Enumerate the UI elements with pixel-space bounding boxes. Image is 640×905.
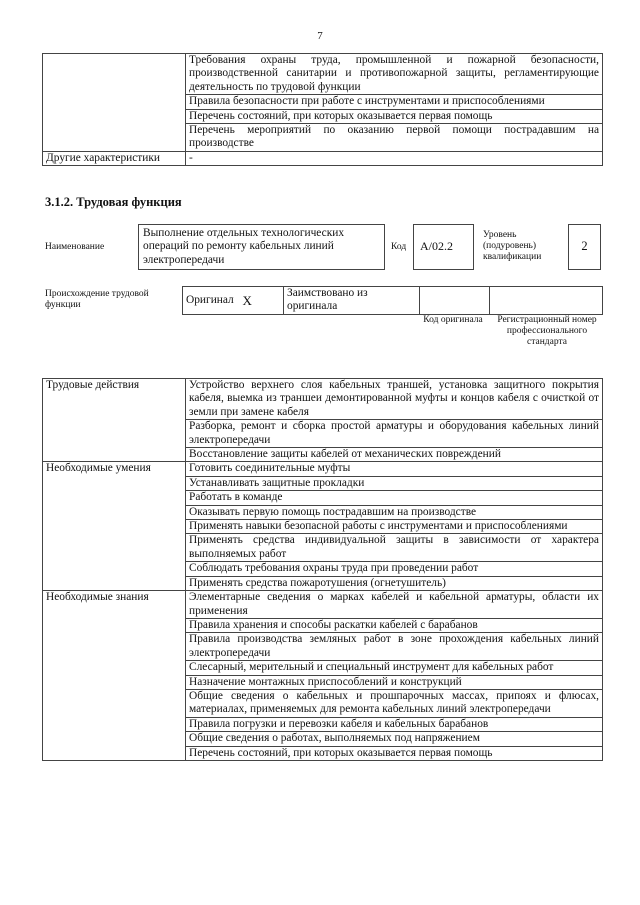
table-row: [43, 462, 603, 476]
table-row: [43, 54, 603, 95]
group-item: Соблюдать требования охраны труда при проведении работ: [186, 562, 603, 576]
function-name-box: [138, 224, 385, 270]
group-item: Слесарный, мерительный и специальный инструмент для кабельных работ: [186, 661, 603, 675]
code-label: Код: [391, 242, 407, 252]
group-item: Восстановление защиты кабелей от механических повреждений: [186, 448, 603, 462]
table-row: [43, 151, 603, 165]
table-row: [43, 591, 603, 619]
group-item: Назначение монтажных приспособлений и конструкций: [186, 675, 603, 689]
group-item: Разборка, ремонт и сборка простой арматуры и оборудования кабельных линий электропередачи: [186, 420, 603, 448]
level-value: 2: [581, 239, 588, 253]
registration-number-caption: Регистрационный номер профессионального стандарта: [497, 315, 597, 347]
requirement-text: Перечень мероприятий по оказанию первой помощи пострадавшим на производстве: [186, 124, 603, 152]
group-item: Применять навыки безопасной работы с инструментами и приспособлениями: [186, 520, 603, 534]
code-original-caption: Код оригинала: [423, 315, 483, 325]
original-label: Оригинал: [183, 287, 240, 315]
group-item: Оказывать первую помощь пострадавшим на производстве: [186, 505, 603, 519]
other-characteristics-value: -: [186, 151, 603, 165]
origin-label: Происхождение трудовой функции: [45, 289, 149, 310]
requirement-text: Правила безопасности при работе с инструментами и приспособлениями: [186, 95, 603, 109]
requirement-text: Требования охраны труда, промышленной и пожарной безопасности, производственной санитарии и противопожарной защиты, регламентирующие деятельность по трудовой функции: [186, 54, 603, 95]
name-label: Наименование: [45, 242, 105, 252]
group-item: Устройство верхнего слоя кабельных траншей, установка защитного покрытия кабеля, выемка из траншеи демонтированной муфты и концов кабеля с очисткой от земли при замене кабеля: [186, 379, 603, 420]
group-label: Необходимые умения: [43, 462, 186, 591]
section-title: 3.1.2. Трудовая функция: [45, 195, 182, 209]
level-box: [568, 224, 601, 270]
origin-table: [182, 286, 603, 315]
borrowed-label: Заимствовано из оригинала: [284, 287, 420, 315]
group-item: Общие сведения о работах, выполняемых под напряжением: [186, 732, 603, 746]
group-item: Применять средства пожаротушения (огнетушитель): [186, 576, 603, 590]
group-item: Применять средства индивидуальной защиты в зависимости от характера выполняемых работ: [186, 534, 603, 562]
group-item: Готовить соединительные муфты: [186, 462, 603, 476]
top-characteristics-table: [42, 53, 603, 166]
group-item: Общие сведения о кабельных и прошпарочных массах, припоях и флюсах, материалах, применяемых для ремонта кабельных линий электропередачи: [186, 689, 603, 717]
labor-function-table: [42, 378, 603, 761]
group-item: Элементарные сведения о марках кабелей и кабельной арматуры, области их применения: [186, 591, 603, 619]
requirement-text: Перечень состояний, при которых оказывается первая помощь: [186, 109, 603, 123]
row-label: [43, 54, 186, 152]
other-characteristics-label: Другие характеристики: [43, 151, 186, 165]
code-box: [413, 224, 474, 270]
original-code-cell: [420, 287, 490, 315]
page-number: 7: [317, 30, 323, 42]
group-item: Правила хранения и способы раскатки кабелей с барабанов: [186, 618, 603, 632]
original-mark: X: [240, 287, 284, 315]
table-row: [43, 379, 603, 420]
group-item: Работать в команде: [186, 491, 603, 505]
group-label: Трудовые действия: [43, 379, 186, 462]
group-item: Правила погрузки и перевозки кабеля и кабельных барабанов: [186, 717, 603, 731]
code-value: А/02.2: [420, 239, 453, 253]
group-item: Устанавливать защитные прокладки: [186, 476, 603, 490]
group-label: Необходимые знания: [43, 591, 186, 761]
function-name-value: Выполнение отдельных технологических операций по ремонту кабельных линий электропередачи: [143, 227, 345, 266]
group-item: Правила производства земляных работ в зоне прохождения кабельных линий электропередачи: [186, 633, 603, 661]
group-item: Перечень состояний, при которых оказывается первая помощь: [186, 746, 603, 760]
level-label: Уровень (подуровень) квалификации: [483, 230, 542, 262]
registration-number-cell: [490, 287, 603, 315]
